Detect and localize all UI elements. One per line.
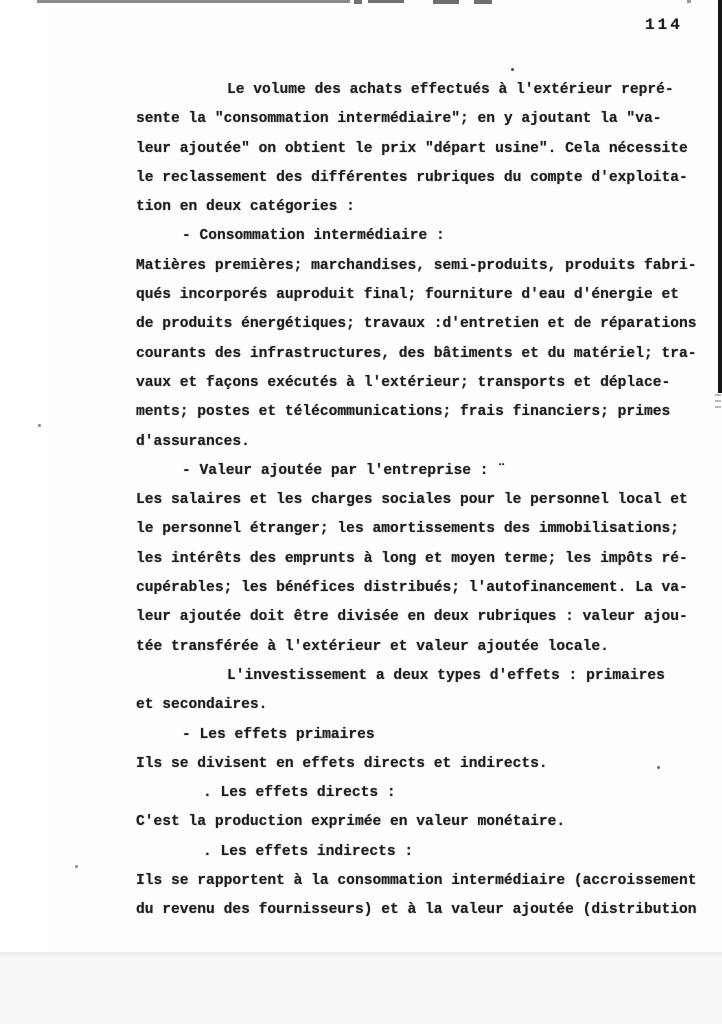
text-line: le personnel étranger; les amortissements des immobilisations; (136, 521, 679, 538)
text-line: Matières premières; marchandises, semi-produits, produits fabri- (136, 257, 697, 274)
text-line: . Les effets indirects : (203, 843, 414, 860)
text-line: Le volume des achats effectués à l'extérieur repré- (227, 82, 674, 98)
text-line: les intérêts des emprunts à long et moyen terme; les impôts ré- (136, 550, 688, 567)
scan-artifact-top-tick (433, 0, 459, 4)
text-line: et secondaires. (136, 697, 268, 714)
text-line: tion en deux catégories : (136, 199, 355, 216)
text-line: C'est la production exprimée en valeur monétaire. (136, 814, 566, 831)
text-line: ments; postes et télécommunications; frais financiers; primes (136, 404, 671, 421)
text-line: qués incorporés auproduit final; fourniture d'eau d'énergie et (136, 287, 679, 304)
scan-artifact-top-tick (687, 0, 691, 3)
scan-artifact-top-tick (368, 0, 404, 3)
scan-speck (511, 68, 514, 71)
text-line: courants des infrastructures, des bâtiments et du matériel; tra- (136, 345, 697, 362)
text-line: leur ajoutée doit être divisée en deux rubriques : valeur ajou- (136, 609, 688, 626)
text-line: du revenu des fournisseurs) et à la valeur ajoutée (distribution (136, 902, 697, 919)
page-bottom-edge (0, 952, 722, 1024)
scan-artifact-top-tick (354, 0, 362, 4)
text-block (136, 76, 722, 926)
scan-artifact-top-bar (37, 0, 350, 3)
scan-speck (38, 424, 41, 427)
scan-speck (75, 865, 78, 868)
text-line: Ils se divisent en effets directs et indirects. (136, 755, 548, 772)
page-left-margin (0, 0, 48, 952)
text-line: leur ajoutée" on obtient le prix "départ usine". Cela nécessite (136, 140, 688, 157)
text-line: le reclassement des différentes rubriques du compte d'exploita- (136, 169, 688, 186)
text-line: cupérables; les bénéfices distribués; l'autofinancement. La va- (136, 580, 688, 597)
text-line: sente la "consommation intermédiaire"; en y ajoutant la "va- (136, 111, 662, 128)
text-line: d'assurances. (136, 433, 250, 450)
text-line: - Valeur ajoutée par l'entreprise : ¨ (182, 462, 507, 479)
text-line: tée transférée à l'extérieur et valeur ajoutée locale. (136, 638, 609, 655)
text-line: Les salaires et les charges sociales pour le personnel local et (136, 492, 688, 509)
text-line: vaux et façons exécutés à l'extérieur; transports et déplace- (136, 374, 671, 391)
text-line: - Consommation intermédiaire : (182, 228, 445, 245)
page-number: 114 (645, 16, 683, 34)
text-line: Ils se rapportent à la consommation intermédiaire (accroissement (136, 873, 697, 890)
scan-artifact-top-tick (474, 0, 492, 4)
text-line: L'investissement a deux types d'effets : primaires (227, 667, 665, 684)
text-line: - Les effets primaires (182, 726, 375, 743)
text-line: de produits énergétiques; travaux :d'entretien et de réparations (136, 316, 697, 333)
text-line: . Les effets directs : (203, 785, 396, 802)
